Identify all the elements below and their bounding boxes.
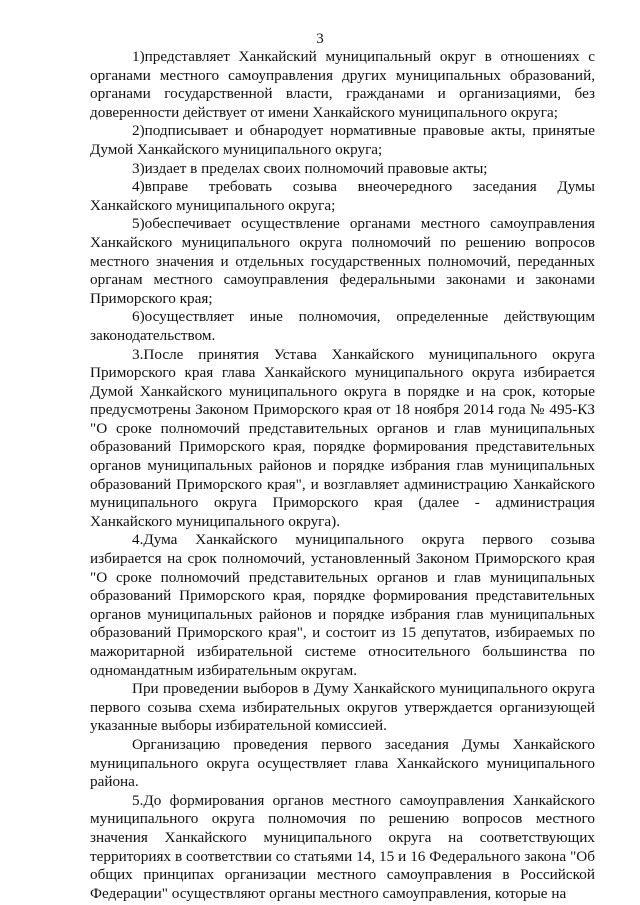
paragraph-elections: При проведении выборов в Думу Ханкайского муниципального округа первого созыва схема избирательных округов утверждается организующей указанные выборы избирательной комиссией.	[90, 680, 595, 735]
paragraph-section-5: 5.До формирования органов местного самоуправления Ханкайского муниципального округа полномочия по решению вопросов местного значения Ханкайского муниципального округа на соответствующих территориях в соответствии со статьями 14, 15 и 16 Федерального закона "Об общих принципах организации местного самоуправления в Российской Федерации" осуществляют органы местного самоуправления, которые на	[90, 791, 595, 902]
paragraph-item-3: 3)издает в пределах своих полномочий правовые акты;	[132, 159, 488, 177]
document-body	[90, 48, 595, 903]
paragraph-item-5: 5)обеспечивает осуществление органами местного самоуправления Ханкайского муниципального округа полномочий по решению вопросов местного значения и отдельных государственных полномочий, переданных органам местного самоуправления федеральными законами и законами Приморского края;	[90, 215, 595, 307]
paragraph-item-4: 4)вправе требовать созыва внеочередного заседания Думы Ханкайского муниципального округа;	[90, 178, 595, 214]
paragraph-section-3: 3.После принятия Устава Ханкайского муниципального округа Приморского края глава Ханкайского муниципального округа избирается Думой Ханкайского муниципального округа в порядке и на срок, которые предусмотрены Законом Приморского края от 18 ноября 2014 года № 495-КЗ "О сроке полномочий представительных органов и глав муниципальных образований Приморского края, порядке формирования представительных органов муниципальных районов и порядке избрания глав муниципальных образований Приморского края", и возглавляет администрацию Ханкайского муниципального округа Приморского края (далее - администрация Ханкайского муниципального округа).	[90, 345, 595, 530]
paragraph-item-6: 6)осуществляет иные полномочия, определенные действующим законодательством.	[90, 308, 595, 344]
paragraph-first-session: Организацию проведения первого заседания Думы Ханкайского муниципального округа осуществляет глава Ханкайского муниципального района.	[90, 735, 595, 791]
paragraph-item-1: 1)представляет Ханкайский муниципальный округ в отношениях с органами местного самоуправления других муниципальных образований, органами государственной власти, гражданами и организациями, без доверенности действует от имени Ханкайского муниципального округа;	[90, 48, 595, 121]
page-number: 3	[316, 31, 324, 47]
paragraph-section-4: 4.Дума Ханкайского муниципального округа первого созыва избирается на срок полномочий, установленный Законом Приморского края "О сроке полномочий представительных органов и глав муниципальных образований Приморского края, порядке формирования представительных органов муниципальных районов и порядке избрания глав муниципальных образований Приморского края", и состоит из 15 депутатов, избираемых по мажоритарной избирательной системе относительного большинства по одномандатным избирательным округам.	[90, 531, 595, 679]
paragraph-item-2: 2)подписывает и обнародует нормативные правовые акты, принятые Думой Ханкайского муниципального округа;	[90, 122, 595, 158]
